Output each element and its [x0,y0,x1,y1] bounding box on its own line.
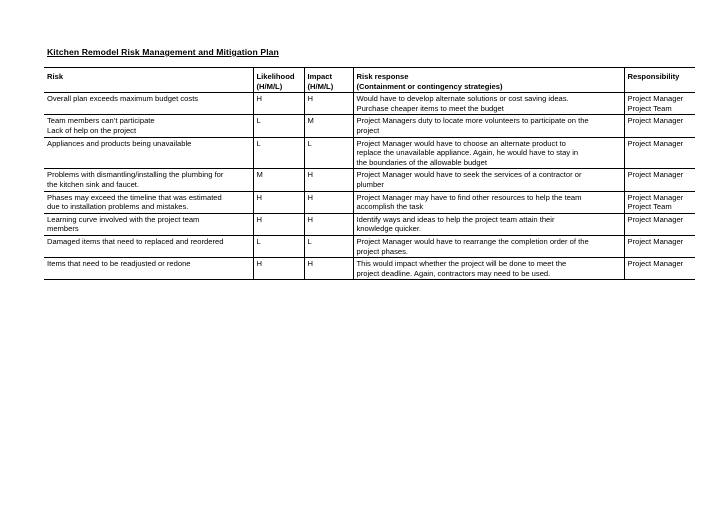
table-header-row [44,68,695,93]
cell-responsibility-line: Project Manager [627,94,684,104]
table-row [44,93,695,115]
cell-likelihood-value: H [256,259,262,269]
cell-responsibility [624,93,695,115]
cell-likelihood-value: L [256,138,261,148]
cell-risk-line: Lack of help on the project [47,125,137,135]
cell-responsibility [624,169,695,191]
header-impact-label: Impact [307,72,332,81]
cell-risk-line: Appliances and products being unavailable [47,138,192,148]
cell-impact [304,213,353,235]
cell-likelihood-value: H [256,214,262,224]
cell-risk [44,213,253,235]
table-row [44,169,695,191]
cell-risk-line: Team members can’t participate [47,116,155,126]
table-row [44,213,695,235]
cell-response-line: plumber [356,179,384,189]
cell-risk [44,93,253,115]
cell-response-line: accomplish the task [356,202,424,212]
cell-risk-line: Problems with dismantling/installing the plumbing for [47,170,224,180]
cell-response [353,93,624,115]
cell-response-line: replace the unavailable appliance. Again, he would have to stay in [356,148,579,158]
cell-likelihood [253,213,304,235]
header-response-subtitle: (Containment or contingency strategies) [356,81,503,91]
cell-response-line: Would have to develop alternate solutions or cost saving ideas. [356,94,569,104]
cell-responsibility-line: Project Manager [627,138,684,148]
cell-risk-line: due to installation problems and mistakes. [47,202,189,212]
header-risk-label: Risk [47,72,64,81]
cell-response-line: project phases. [356,246,408,256]
cell-response-line: Project Managers duty to locate more volunteers to participate on the [356,116,589,126]
table-row [44,258,695,280]
cell-impact-value: L [307,236,312,246]
cell-likelihood [253,93,304,115]
cell-response [353,213,624,235]
cell-responsibility-line: Project Manager [627,116,684,126]
cell-risk-line: Damaged items that need to replaced and reordered [47,236,224,246]
cell-response [353,235,624,257]
cell-impact-value: H [307,259,313,269]
cell-response-line: Project Manager may have to find other resources to help the team [356,192,582,202]
header-responsibility [624,68,695,93]
cell-impact [304,258,353,280]
cell-responsibility-line: Project Team [627,103,672,113]
cell-risk [44,169,253,191]
header-likelihood-scale: (H/M/L) [256,81,283,91]
cell-risk-line: Phases may exceed the timeline that was estimated [47,192,222,202]
header-impact-scale: (H/M/L) [307,81,334,91]
document-title: Kitchen Remodel Risk Management and Mitigation Plan [47,47,279,57]
cell-response-line: Project Manager would have to seek the services of a contractor or [356,170,582,180]
cell-response-line: Project Manager would have to choose an alternate product to [356,138,566,148]
cell-response-line: Project Manager would have to rearrange the completion order of the [356,236,589,246]
cell-responsibility-line: Project Manager [627,192,684,202]
cell-responsibility-line: Project Manager [627,236,684,246]
cell-responsibility [624,191,695,213]
cell-impact-value: L [307,138,312,148]
cell-risk-line: Learning curve involved with the project team [47,214,200,224]
cell-likelihood-value: L [256,116,261,126]
cell-risk [44,235,253,257]
cell-response-line: project [356,125,380,135]
cell-impact-value: H [307,94,313,104]
table-row [44,115,695,137]
cell-response-line: Identify ways and ideas to help the project team attain their [356,214,555,224]
risk-rows [44,93,695,280]
cell-impact [304,115,353,137]
cell-responsibility [624,137,695,169]
cell-impact-value: M [307,116,314,126]
cell-likelihood [253,137,304,169]
cell-likelihood [253,191,304,213]
cell-response [353,169,624,191]
cell-responsibility [624,213,695,235]
cell-risk-line: Items that need to be readjusted or redone [47,259,191,269]
header-impact [304,68,353,93]
cell-response-line: knowledge quicker. [356,224,422,234]
cell-responsibility-line: Project Manager [627,214,684,224]
cell-risk [44,115,253,137]
cell-likelihood [253,169,304,191]
cell-risk-line: Overall plan exceeds maximum budget costs [47,94,199,104]
cell-response [353,258,624,280]
cell-impact [304,191,353,213]
table-row [44,137,695,169]
cell-responsibility [624,115,695,137]
risk-table [44,67,695,280]
header-likelihood-label: Likelihood [256,72,295,81]
cell-likelihood-value: M [256,170,263,180]
cell-likelihood-value: L [256,236,261,246]
header-responsibility-label: Responsibility [627,72,680,81]
cell-responsibility-line: Project Team [627,202,672,212]
cell-impact-value: H [307,214,313,224]
cell-response-line: the boundaries of the allowable budget [356,157,487,167]
header-risk [44,68,253,93]
cell-risk [44,191,253,213]
cell-responsibility [624,235,695,257]
cell-likelihood [253,235,304,257]
cell-response [353,191,624,213]
cell-risk-line: members [47,224,79,234]
cell-impact [304,235,353,257]
cell-impact-value: H [307,192,313,202]
cell-responsibility [624,258,695,280]
cell-response-line: Purchase cheaper items to meet the budget [356,103,504,113]
cell-impact [304,137,353,169]
cell-response [353,115,624,137]
cell-impact [304,169,353,191]
cell-response-line: This would impact whether the project will be done to meet the [356,259,567,269]
header-response [353,68,624,93]
cell-likelihood [253,115,304,137]
cell-impact-value: H [307,170,313,180]
header-likelihood [253,68,304,93]
cell-likelihood-value: H [256,192,262,202]
cell-risk-line: the kitchen sink and faucet. [47,179,140,189]
cell-responsibility-line: Project Manager [627,259,684,269]
cell-risk [44,137,253,169]
cell-response [353,137,624,169]
table-row [44,191,695,213]
cell-impact [304,93,353,115]
header-response-label: Risk response [356,72,409,81]
cell-likelihood [253,258,304,280]
cell-response-line: project deadline. Again, contractors may need to be used. [356,268,551,278]
table-row [44,235,695,257]
cell-risk [44,258,253,280]
cell-responsibility-line: Project Manager [627,170,684,180]
cell-likelihood-value: H [256,94,262,104]
